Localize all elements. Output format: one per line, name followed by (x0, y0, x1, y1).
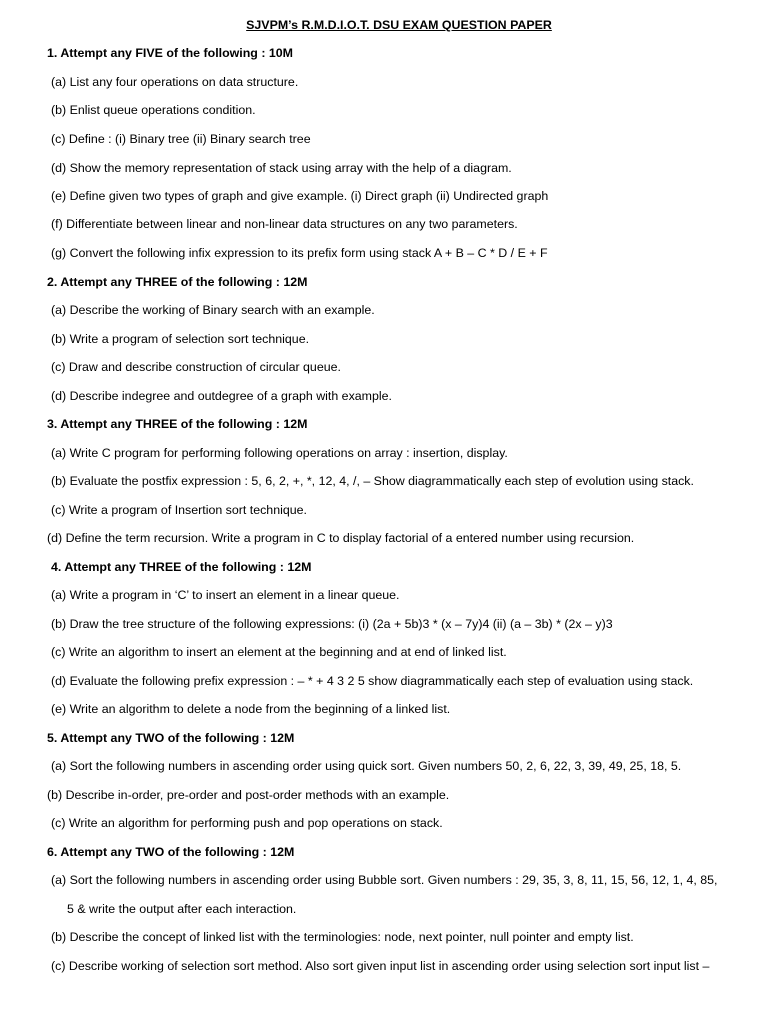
question-6a-continued: 5 & write the output after each interaction. (67, 902, 297, 916)
question-1a: (a) List any four operations on data structure. (51, 75, 299, 89)
question-3b: (b) Evaluate the postfix expression : 5, 6, 2, +, *, 12, 4, /, – Show diagrammatically each step of evolution using stack. (51, 474, 694, 488)
question-5b: (b) Describe in-order, pre-order and post-order methods with an example. (47, 788, 450, 802)
section-5-heading: 5. Attempt any TWO of the following : 12M (47, 731, 295, 745)
question-1g: (g) Convert the following infix expression to its prefix form using stack A + B – C * D / E + F (51, 246, 548, 260)
question-5c: (c) Write an algorithm for performing push and pop operations on stack. (51, 816, 443, 830)
question-1e: (e) Define given two types of graph and give example. (i) Direct graph (ii) Undirected graph (51, 189, 549, 203)
question-5a: (a) Sort the following numbers in ascending order using quick sort. Given numbers 50, 2, 6, 22, 3, 39, 49, 25, 18, 5. (51, 759, 682, 773)
question-3a: (a) Write C program for performing following operations on array : insertion, display. (51, 446, 508, 460)
question-1f: (f) Differentiate between linear and non-linear data structures on any two parameters. (51, 217, 518, 231)
question-6b: (b) Describe the concept of linked list with the terminologies: node, next pointer, null pointer and empty list. (51, 930, 634, 944)
page-title: SJVPM’s R.M.D.I.O.T. DSU EXAM QUESTION PAPER (246, 18, 552, 32)
section-6-heading: 6. Attempt any TWO of the following : 12M (47, 845, 295, 859)
question-1b: (b) Enlist queue operations condition. (51, 103, 256, 117)
question-4a: (a) Write a program in ‘C’ to insert an element in a linear queue. (51, 588, 400, 602)
question-3c: (c) Write a program of Insertion sort technique. (51, 503, 307, 517)
question-4d: (d) Evaluate the following prefix expression : – * + 4 3 2 5 show diagrammatically each step of evaluation using stack. (51, 674, 694, 688)
question-2a: (a) Describe the working of Binary search with an example. (51, 303, 375, 317)
question-2c: (c) Draw and describe construction of circular queue. (51, 360, 341, 374)
question-2d: (d) Describe indegree and outdegree of a graph with example. (51, 389, 392, 403)
question-3d: (d) Define the term recursion. Write a program in C to display factorial of a entered number using recursion. (47, 531, 635, 545)
question-6c: (c) Describe working of selection sort method. Also sort given input list in ascending order using selection sort input list – (51, 959, 710, 973)
question-4e: (e) Write an algorithm to delete a node from the beginning of a linked list. (51, 702, 451, 716)
question-4b: (b) Draw the tree structure of the following expressions: (i) (2a + 5b)3 * (x – 7y)4 (ii) (a – 3b) * (2x – y)3 (51, 617, 613, 631)
question-1c: (c) Define : (i) Binary tree (ii) Binary search tree (51, 132, 311, 146)
section-4-heading: 4. Attempt any THREE of the following : 12M (51, 560, 312, 574)
section-3-heading: 3. Attempt any THREE of the following : 12M (47, 417, 308, 431)
section-1-heading: 1. Attempt any FIVE of the following : 10M (47, 46, 293, 60)
section-2-heading: 2. Attempt any THREE of the following : 12M (47, 275, 308, 289)
question-4c: (c) Write an algorithm to insert an element at the beginning and at end of linked list. (51, 645, 507, 659)
question-2b: (b) Write a program of selection sort technique. (51, 332, 310, 346)
question-1d: (d) Show the memory representation of stack using array with the help of a diagram. (51, 161, 512, 175)
question-6a: (a) Sort the following numbers in ascending order using Bubble sort. Given numbers : 29, 35, 3, 8, 11, 15, 56, 12, 1, 4, 85, (51, 873, 718, 887)
